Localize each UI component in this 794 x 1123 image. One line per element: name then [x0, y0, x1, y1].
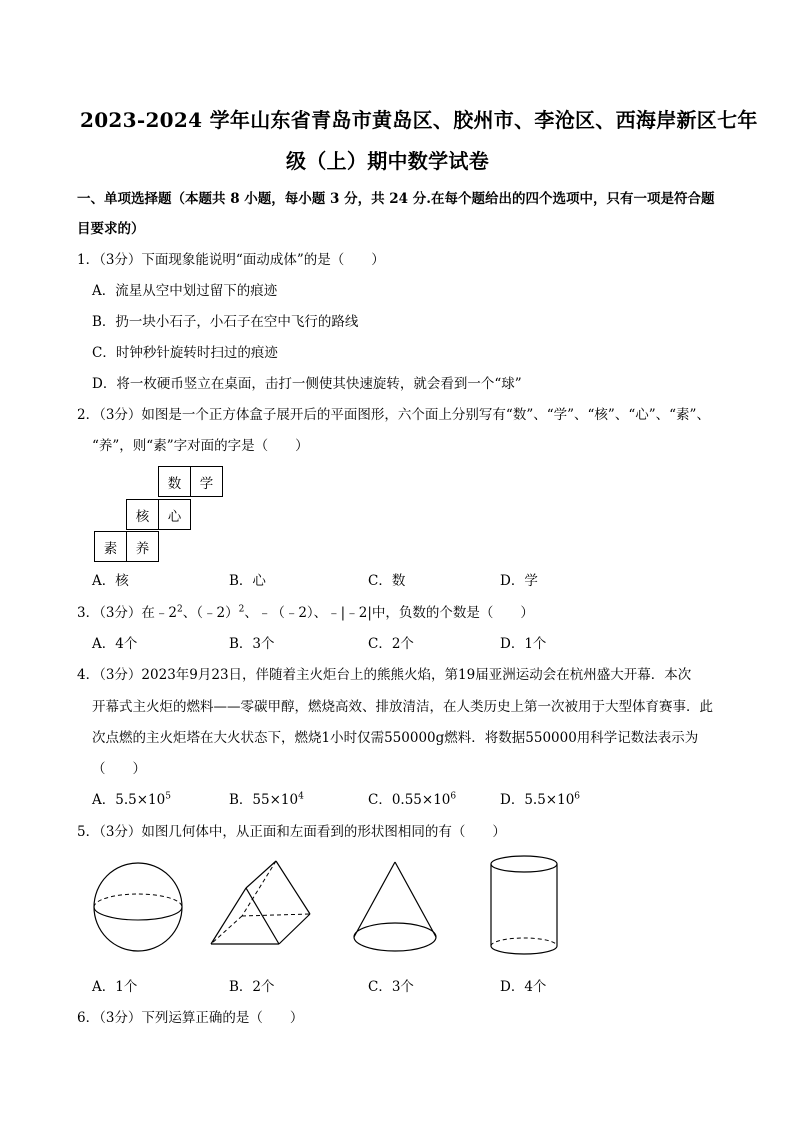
question-5-option-d: D．4个	[500, 979, 547, 995]
question-2-stem-line2: “养”，则“素”字对面的字是（ ）	[92, 438, 309, 454]
section-heading-line2: 目要求的）	[77, 221, 145, 237]
net-cell: 数	[158, 466, 191, 497]
exam-title-line2: 级（上）期中数学试卷	[286, 149, 489, 173]
question-5-option-c: C．3个	[368, 979, 414, 995]
question-3-option-b: B．3个	[229, 636, 275, 652]
question-1-option-d: D．将一枚硬币竖立在桌面，击打一侧使其快速旋转，就会看到一个“球”	[92, 376, 522, 392]
question-1-option-a: A．流星从空中划过留下的痕迹	[92, 283, 278, 299]
q4-option-b-exponent: 4	[298, 791, 304, 802]
net-cell: 素	[94, 531, 127, 562]
q4-option-d-exponent: 6	[574, 791, 581, 802]
question-5-stem: 5．（3分）如图几何体中，从正面和左面看到的形状图相同的有（ ）	[77, 824, 506, 840]
q4-option-d-text: D．5.5×10	[500, 792, 575, 808]
exam-title-line1: 2023-2024 学年山东省青岛市黄岛区、胶州市、李沧区、西海岸新区七年	[80, 108, 758, 132]
q3-exponent-2: 2	[238, 604, 245, 615]
question-4-option-d	[500, 788, 580, 808]
question-2-option-b: B．心	[229, 573, 266, 589]
cylinder-figure	[484, 851, 564, 961]
q3-stem-prefix: 3．（3分）在﹣2	[77, 605, 178, 621]
q4-option-a-exponent: 5	[165, 791, 171, 802]
question-4-option-a	[92, 788, 171, 808]
q4-option-c-exponent: 6	[450, 791, 457, 802]
q3-stem-mid: 、（﹣2）	[182, 605, 239, 621]
question-3-option-c: C．2个	[368, 636, 414, 652]
question-2-stem-line1: 2．（3分）如图是一个正方体盒子展开后的平面图形，六个面上分别写有“数”、“学”、“核”、“心”、“素”、	[77, 407, 710, 423]
question-6-stem: 6．（3分）下列运算正确的是（ ）	[77, 1010, 304, 1026]
net-cell: 养	[126, 531, 159, 562]
question-3-option-a: A．4个	[92, 636, 138, 652]
question-4-stem-line4: （ ）	[92, 761, 146, 777]
q4-option-b-text: B．55×10	[229, 792, 299, 808]
question-2-option-c: C．数	[368, 573, 406, 589]
question-2-option-a: A．核	[92, 573, 129, 589]
cone-figure	[348, 857, 443, 957]
q3-exponent-1: 2	[177, 604, 183, 615]
question-4-option-b	[229, 788, 304, 808]
question-3-option-d: D．1个	[500, 636, 547, 652]
question-1-option-b: B．扔一块小石子，小石子在空中飞行的路线	[92, 314, 359, 330]
question-1-option-c: C．时钟秒针旋转时扫过的痕迹	[92, 345, 278, 361]
question-2-option-d: D．学	[500, 573, 538, 589]
question-4-option-c	[368, 788, 456, 808]
question-3-stem	[77, 601, 534, 621]
question-5-option-a: A．1个	[92, 979, 138, 995]
question-4-stem-line1: 4．（3分）2023年9月23日，伴随着主火炬台上的熊熊火焰，第19届亚洲运动会在杭州盛大开幕．本次	[77, 667, 692, 683]
net-cell: 核	[126, 499, 159, 530]
net-cell: 心	[158, 499, 191, 530]
question-1-stem: 1．（3分）下面现象能说明“面动成体”的是（ ）	[77, 252, 385, 268]
question-4-stem-line3: 次点燃的主火炬塔在大火状态下，燃烧1小时仅需550000g燃料．将数据550000用科学记数法表示为	[92, 730, 699, 746]
net-cell: 学	[190, 466, 223, 497]
question-4-stem-line2: 开幕式主火炬的燃料——零碳甲醇，燃烧高效、排放清洁，在人类历史上第一次被用于大型体育赛事．此	[92, 699, 713, 715]
q4-option-a-text: A．5.5×10	[92, 792, 166, 808]
question-5-option-b: B．2个	[229, 979, 275, 995]
sphere-figure	[88, 857, 188, 957]
q3-stem-suffix: 、﹣（﹣2）、﹣|﹣2|中，负数的个数是（ ）	[244, 605, 534, 621]
triangular-prism-figure	[205, 857, 320, 957]
section-heading-line1: 一、单项选择题（本题共 8 小题，每小题 3 分，共 24 分.在每个题给出的四个选项中，只有一项是符合题	[77, 191, 715, 207]
q4-option-c-text: C．0.55×10	[368, 792, 451, 808]
